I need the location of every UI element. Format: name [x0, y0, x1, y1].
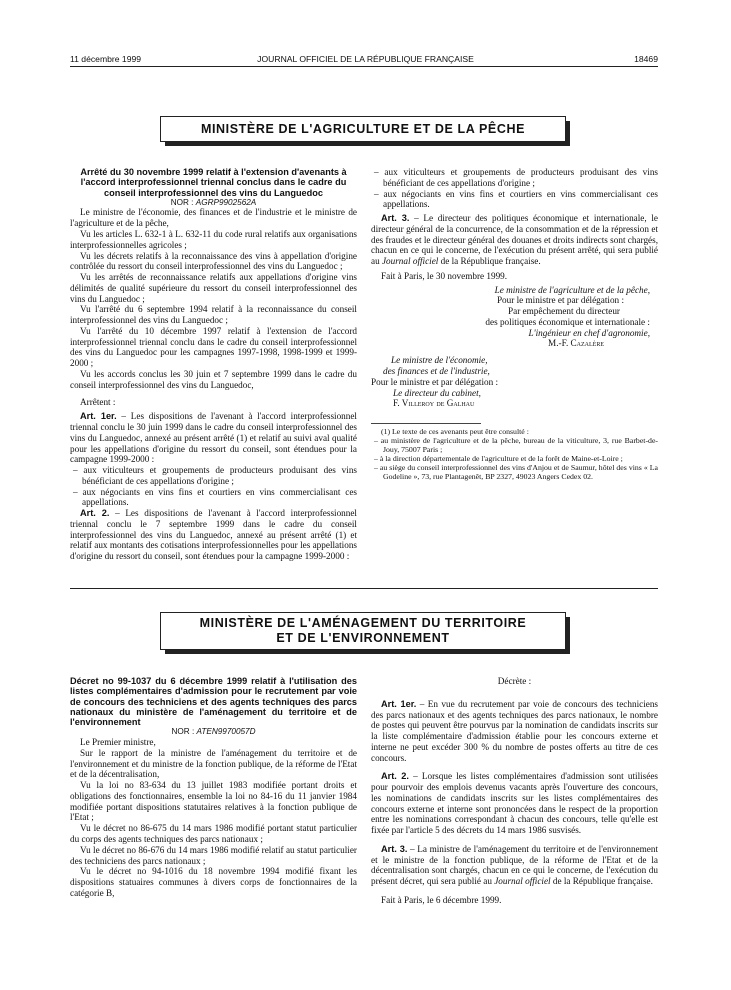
section-divider: [70, 588, 658, 589]
nor-line: [70, 198, 357, 208]
article-1: [371, 699, 658, 764]
article-text: de la République française.: [550, 876, 653, 887]
decret-right-column: [371, 676, 658, 906]
signatory-name: M.-F. Cazalère: [548, 338, 604, 349]
signature-block-2: [371, 355, 658, 409]
article-text: – Le directeur des politiques économique et internationale, le directeur général de la concurrence, de la consommation et de la répression et des fraudes et le directeur général des douanes et droits indirects sont chargés, chacun en ce qui le concerne, de l'exécution du présent arrêté, qui sera publié au: [371, 213, 658, 267]
ministry-heading-agriculture: [160, 116, 566, 142]
article-label: Art. 3.: [381, 843, 408, 854]
nor-label: NOR :: [171, 727, 195, 737]
arrete-left-column: [70, 167, 357, 562]
decret-left-column: [70, 676, 357, 899]
preamble: Le ministre de l'économie, des finances et de l'industrie et le ministre de l'agriculture et de la pêche,: [70, 207, 357, 229]
article-label: Art. 3.: [381, 213, 410, 224]
signatory-name: F. Villeroy de Galhau: [393, 398, 475, 409]
footnote-item: – à la direction départementale de l'agriculture et de la forêt de Maine-et-Loire ;: [374, 453, 623, 463]
signature-line: L'ingénieur en chef d'agronomie,: [528, 327, 650, 338]
article-2: [70, 508, 357, 562]
article-label: Art. 2.: [381, 771, 409, 782]
article-3: [371, 213, 658, 267]
article-text: – Les dispositions de l'avenant à l'accord interprofessionnel triennal conclu le 30 juin 1999 dans le cadre du conseil interprofessionnel des vins du Languedoc, annexé au présent arrêté (1) et relatif au suivi aval qualité pour les appellations d'origine du ressort du conseil, sont étendues pour la campagne 1999-2000 :: [70, 411, 357, 465]
article-text: – La ministre de l'aménagement du territoire et de l'environnement et le ministre de la fonction publique, de la réforme de l'Etat et de la décentralisation sont chargés, chacun en ce qui le concerne, de l'exécution du présent décret, qui sera publié au: [371, 843, 659, 887]
signature-line: Pour le ministre et par délégation :: [371, 376, 499, 387]
nor-line: [70, 727, 357, 737]
arretent: Arrêtent :: [80, 396, 116, 407]
list-item: – aux viticulteurs et groupements de producteurs produisant des vins bénéficiant de ces appellations d'origine ;: [73, 465, 357, 486]
ministry-heading-text: MINISTÈRE DE L'AGRICULTURE ET DE LA PÊCHE: [200, 122, 526, 136]
footnote-item: – au siège du conseil interprofessionnel des vins d'Anjou et de Saumur, hôtel des vins « La Godeline », 73, rue Plantagenêt, BP 2327, 49023 Angers Cedex 02.: [374, 462, 658, 481]
article-label: Art. 1er.: [381, 698, 417, 709]
fait-a-paris: Fait à Paris, le 30 novembre 1999.: [381, 270, 508, 281]
header-rule: [70, 66, 658, 67]
list-item: – aux négociants en vins fins et courtiers en vins commercialisant ces appellations.: [374, 188, 658, 210]
header-date: 11 décembre 1999: [70, 54, 142, 64]
visa: Sur le rapport de la ministre de l'aménagement du territoire et de l'environnement et du ministre de la fonction publique, de la réforme de l'Etat et de la décentralisation,: [70, 747, 357, 780]
decret-title: Décret no 99-1037 du 6 décembre 1999 relatif à l'utilisation des listes complémentaires d'admission pour le recrutement par voie de concours des techniciens et des agents techniques des parcs nationaux du ministère de l'aménagement du territoire et de l'environnement: [70, 676, 357, 728]
ministry-heading-amenagement: [160, 612, 566, 650]
article-3: [371, 844, 658, 887]
visa: Vu l'arrêté du 10 décembre 1997 relatif à l'extension de l'accord interprofessionnel triennal conclu dans le cadre du conseil interprofessionnel des vins du Languedoc pour les campagnes 1997-1998, 1998-1999 et 1999-2000 ;: [70, 325, 357, 369]
signature-line: Le directeur du cabinet,: [393, 387, 481, 398]
signature-line: des finances et de l'industrie,: [383, 366, 490, 377]
visa: Vu les arrêtés de reconnaissance relatifs aux appellations d'origine vins délimités de qualité supérieure du ressort du conseil interprofessionnel des vins du Languedoc ;: [70, 272, 357, 304]
fait-a-paris: Fait à Paris, le 6 décembre 1999.: [381, 895, 502, 906]
footnote-text: (1) Le texte de ces avenants peut être consulté :: [381, 427, 529, 437]
nor-label: NOR :: [170, 197, 194, 207]
signature-line: Par empêchement du directeur: [508, 306, 620, 317]
visa: Vu les articles L. 632-1 à L. 632-11 du code rural relatifs aux organisations interprofessionnelles agricoles ;: [70, 229, 357, 250]
article-label: Art. 2.: [80, 508, 110, 519]
footnote: [371, 428, 658, 482]
signature-line: des politiques économique et internationale :: [485, 316, 650, 327]
list-item: – aux négociants en vins fins et courtiers en vins commercialisant ces appellations.: [73, 486, 357, 508]
article-text: de la République française.: [438, 256, 541, 267]
signature-line: Le ministre de l'agriculture et de la pêche,: [494, 284, 650, 295]
preamble: Le Premier ministre,: [80, 737, 156, 748]
ministry-heading-text: ET DE L'ENVIRONNEMENT: [276, 631, 450, 645]
ministry-heading-text: MINISTÈRE DE L'AMÉNAGEMENT DU TERRITOIRE: [199, 616, 527, 630]
visa: Vu la loi no 83-634 du 13 juillet 1983 modifiée portant droits et obligations des fonctionnaires, ensemble la loi no 84-16 du 11 janvier 1984 modifiée portant dispositions statutaires relatives à la fonction publique de l'Etat ;: [70, 780, 357, 823]
list-item: – aux viticulteurs et groupements de producteurs produisant des vins bénéficiant de ces appellations d'origine ;: [374, 167, 658, 188]
visa: Vu les décrets relatifs à la reconnaissance des vins à appellation d'origine contrôlée du ressort du conseil interprofessionnel des vins du Languedoc ;: [70, 250, 357, 272]
arrete-title: Arrêté du 30 novembre 1999 relatif à l'extension d'avenants à l'accord interprofessionnel triennal conclus dans le cadre du conseil interprofessionnel des vins du Languedoc: [80, 167, 347, 198]
article-2: [371, 771, 658, 836]
arrete-right-column: [371, 167, 658, 482]
journal-officiel-ref: Journal officiel: [381, 256, 439, 267]
visa: Vu les accords conclus les 30 juin et 7 septembre 1999 dans le cadre du conseil interprofessionnel des vins du Languedoc,: [70, 368, 357, 390]
visa: Vu le décret no 94-1016 du 18 novembre 1994 modifié fixant les dispositions statuaires communes à divers corps de fonctionnaires de la catégorie B,: [70, 866, 357, 898]
nor-code: ATEN9970057D: [196, 727, 256, 737]
article-text: – En vue du recrutement par voie de concours des techniciens des parcs nationaux et des agents techniques des parcs nationaux, le nombre de postes qui peuvent être pourvus par la nomination de candidats inscrits sur la liste complémentaire d'admission établie pour les concours externe et interne ne peut excéder 300 % du nombre de postes offerts au titre de ces concours.: [371, 698, 658, 763]
visa: Vu le décret no 86-675 du 14 mars 1986 modifié portant statut particulier du corps des agents techniques des parcs nationaux ;: [70, 823, 357, 844]
article-text: – Les dispositions de l'avenant à l'accord interprofessionnel triennal conclu le 7 septembre 1999 dans le cadre du conseil interprofessionnel des vins du Languedoc, annexé au présent arrêté (1) et relatif aux montants des cotisations interprofessionnelles pour les appellations d'origine du ressort du conseil, sont étendues pour la campagne 1999-2000 :: [70, 508, 357, 562]
journal-officiel-ref: Journal officiel: [494, 876, 551, 887]
signature-line: Pour le ministre et par délégation :: [496, 295, 624, 306]
visa: Vu l'arrêté du 6 septembre 1994 relatif à la reconnaissance du conseil interprofessionnel des vins du Languedoc ;: [70, 304, 357, 326]
footnote-item: – au ministère de l'agriculture et de la pêche, bureau de la viticulture, 3, rue Barbet-de-Jouy, 75007 Paris ;: [374, 436, 658, 454]
header-title: JOURNAL OFFICIEL DE LA RÉPUBLIQUE FRANÇAISE: [257, 54, 474, 64]
header-page-number: 18469: [634, 54, 658, 64]
article-1: [70, 411, 357, 465]
visa: Vu le décret no 86-676 du 14 mars 1986 modifié relatif au statut particulier des techniciens des parcs nationaux ;: [70, 844, 357, 866]
footnote-rule: [371, 423, 481, 424]
decrete: Décrète :: [497, 676, 532, 686]
article-label: Art. 1er.: [80, 411, 117, 422]
nor-code: AGRP9902562A: [195, 197, 257, 207]
signature-block-1: [371, 285, 658, 350]
signature-line: Le ministre de l'économie,: [391, 355, 488, 366]
article-text: – Lorsque les listes complémentaires d'admission sont utilisées pour pourvoir des emplois devenus vacants après l'ouverture des concours, les nominations de candidats inscrits sur les listes complémentaires des concours externe et interne sont prononcées dans le respect de la proportion entre les nominations correspondant à chacun des concours, telle qu'elle est fixée par l'article 5 des décrets du 14 mars 1986 susvisés.: [371, 771, 658, 836]
